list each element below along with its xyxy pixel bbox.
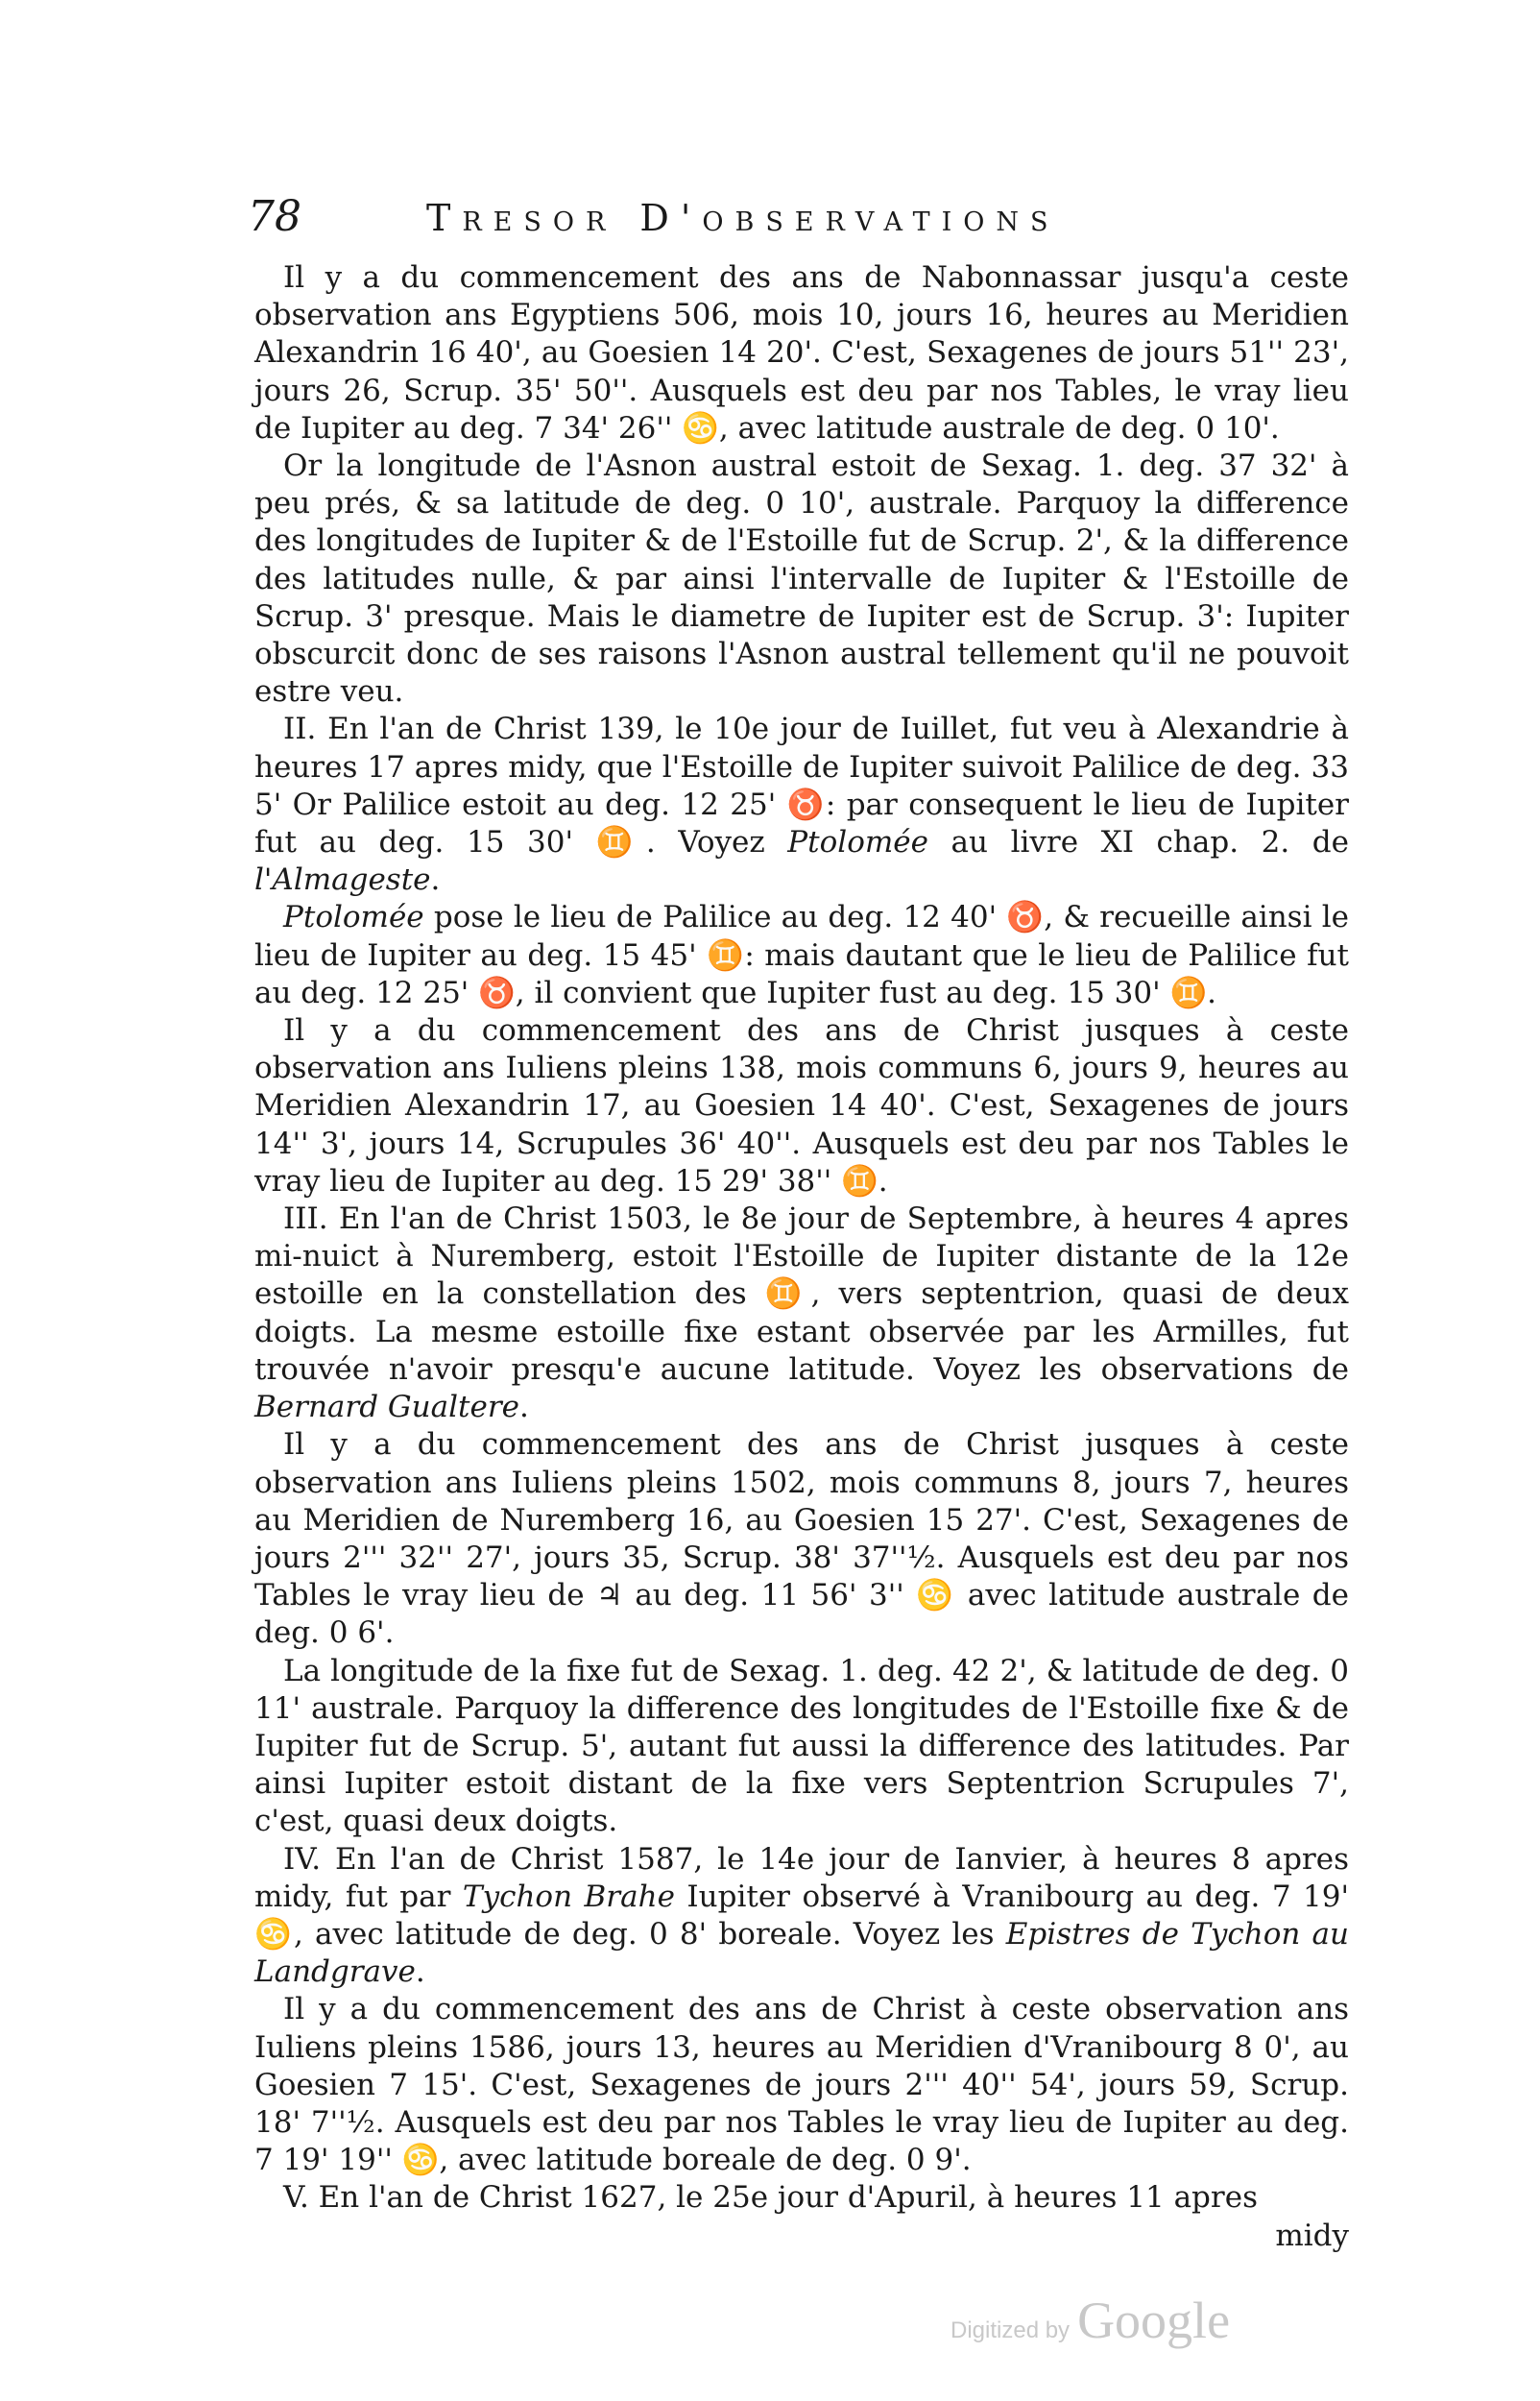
paragraph-4: Ptolomée pose le lieu de Palilice au deg. 12 40' ♉, & recueille ainsi le lieu de Iupiter au deg. 15 45' ♊: mais dautant que le lieu de Palilice fut au deg. 12 25' ♉, il convient que Iupiter fust au deg. 15 30' ♊. <box>254 900 1349 1010</box>
paragraph-3: II. En l'an de Christ 139, le 10e jour de Iuillet, fut veu à Alexandrie à heures 17 apres midy, que l'Estoille de Iupiter suivoit Palilice de deg. 33 5' Or Palilice estoit au deg. 12 25' ♉: par consequent le lieu de Iupiter fut au deg. 15 30' ♊. Voyez Ptolomée au livre XI chap. 2. de l'Almageste. <box>254 712 1349 898</box>
page-number: 78 <box>248 192 301 241</box>
catchword: midy <box>1275 2218 1349 2253</box>
paragraph-9: IV. En l'an de Christ 1587, le 14e jour de Ianvier, à heures 8 apres midy, fut par Tychon Brahe Iupiter observé à Vranibourg au deg. 7 19' ♋, avec latitude de deg. 0 8' boreale. Voyez les Epistres de Tychon au Landgrave. <box>254 1841 1349 1990</box>
text-block <box>254 259 1349 2255</box>
watermark-by: Digitized by <box>950 2317 1071 2343</box>
paragraph-2: Or la longitude de l'Asnon austral estoit de Sexag. 1. deg. 37 32' à peu prés, & sa latitude de deg. 0 10', australe. Parquoy la difference des longitudes de Iupiter & de l'Estoille fut de Scrup. 2', & la difference des latitudes nulle, & par ainsi l'intervalle de Iupiter & l'Estoille de Scrup. 3' presque. Mais le diametre de Iupiter est de Scrup. 3': Iupiter obscurcit donc de ses raisons l'Asnon austral tellement qu'il ne pouvoit estre veu. <box>254 449 1349 710</box>
italic-reference: Ptolomée <box>283 900 424 935</box>
italic-reference: Epistres de Tychon au Landgrave <box>254 1916 1349 1990</box>
italic-reference: l'Almageste <box>254 862 431 898</box>
paragraph-10: Il y a du commencement des ans de Christ à ceste observation ans Iuliens pleins 1586, jours 13, heures au Meridien d'Vranibourg 8 0', au Goesien 7 15'. C'est, Sexagenes de jours 2''' 40'' 54', jours 59, Scrup. 18' 7''½. Ausquels est deu par nos Tables le vray lieu de Iupiter au deg. 7 19' 19'' ♋, avec latitude boreale de deg. 0 9'. <box>254 1992 1349 2178</box>
paragraph-8: La longitude de la fixe fut de Sexag. 1. deg. 42 2', & latitude de deg. 0 11' australe. Parquoy la difference des longitudes de l'Estoille fixe & de Iupiter fut de Scrup. 5', autant fut aussi la difference des latitudes. Par ainsi Iupiter estoit distant de la fixe vers Septentrion Scrupules 7', c'est, quasi deux doigts. <box>254 1653 1349 1839</box>
digitized-by-watermark <box>950 2291 1230 2350</box>
italic-reference: Bernard Gualtere <box>254 1390 520 1425</box>
italic-reference: Tychon Brahe <box>462 1879 675 1914</box>
paragraph-5: Il y a du commencement des ans de Christ jusques à ceste observation ans Iuliens pleins 138, mois communs 6, jours 9, heures au Meridien Alexandrin 17, au Goesien 14 40'. C'est, Sexagenes de jours 14'' 3', jours 14, Scrupules 36' 40''. Ausquels est deu par nos Tables le vray lieu de Iupiter au deg. 15 29' 38'' ♊. <box>254 1013 1349 1199</box>
google-logo: Google <box>1077 2292 1231 2349</box>
italic-reference: Ptolomée <box>787 825 928 861</box>
paragraph-7: Il y a du commencement des ans de Christ jusques à ceste observation ans Iuliens pleins 1502, mois communs 8, jours 7, heures au Meridien de Nuremberg 16, au Goesien 15 27'. C'est, Sexagenes de jours 2''' 32'' 27', jours 35, Scrup. 38' 37''½. Ausquels est deu par nos Tables le vray lieu de ♃ au deg. 11 56' 3'' ♋ avec latitude australe de deg. 0 6'. <box>254 1427 1349 1651</box>
paragraph-11: V. En l'an de Christ 1627, le 25e jour d'Apuril, à heures 11 apres <box>283 2180 1258 2216</box>
page-header <box>248 192 1352 259</box>
paragraph-1: Il y a du commencement des ans de Nabonnassar jusqu'a ceste observation ans Egyptiens 506, mois 10, jours 16, heures au Meridien Alexandrin 16 40', au Goesien 14 20'. C'est, Sexagenes de jours 51'' 23', jours 26, Scrup. 35' 50''. Ausquels est deu par nos Tables, le vray lieu de Iupiter au deg. 7 34' 26'' ♋, avec latitude australe de deg. 0 10'. <box>254 260 1349 446</box>
running-head: Tresor D'observations <box>426 197 1060 239</box>
paragraph-6: III. En l'an de Christ 1503, le 8e jour de Septembre, à heures 4 apres mi-nuict à Nuremberg, estoit l'Estoille de Iupiter distante de la 12e estoille en la constellation des ♊, vers septentrion, quasi de deux doigts. La mesme estoille fixe estant observée par les Armilles, fut trouvée n'avoir presqu'e aucune latitude. Voyez les observations de Bernard Gualtere. <box>254 1201 1349 1425</box>
